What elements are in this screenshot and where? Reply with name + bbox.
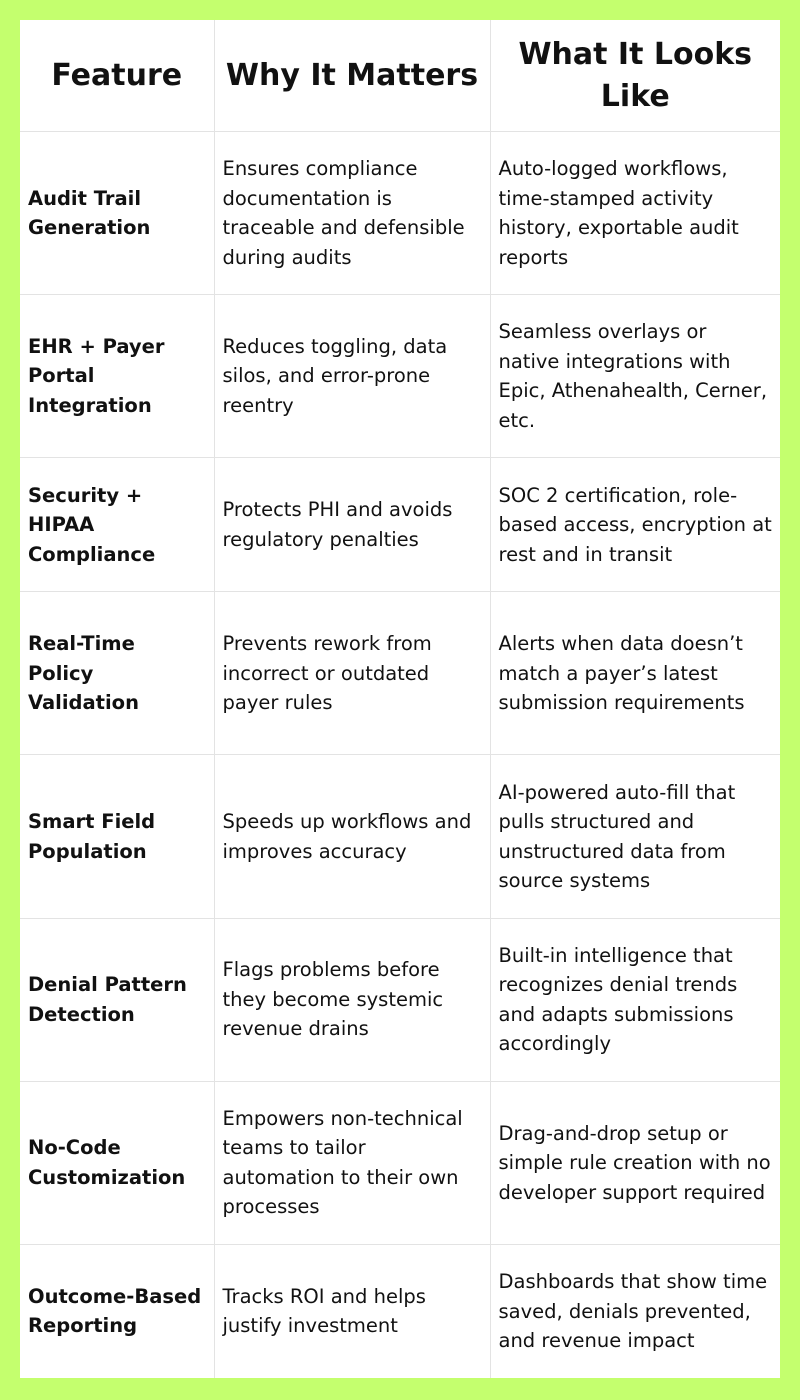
why-cell: Reduces toggling, data silos, and error-prone reentry (214, 295, 490, 458)
what-cell: Dashboards that show time saved, denials prevented, and revenue impact (490, 1244, 780, 1378)
why-cell: Flags problems before they become systemic revenue drains (214, 918, 490, 1081)
why-cell: Tracks ROI and helps justify investment (214, 1244, 490, 1378)
what-cell: Auto-logged workflows, time-stamped activity history, exportable audit reports (490, 132, 780, 295)
header-feature: Feature (20, 20, 214, 132)
table-row (20, 1244, 780, 1378)
what-cell: Alerts when data doesn’t match a payer’s latest submission requirements (490, 592, 780, 755)
feature-cell: Outcome-Based Reporting (20, 1244, 214, 1378)
feature-cell: No-Code Customization (20, 1081, 214, 1244)
header-why-it-matters: Why It Matters (214, 20, 490, 132)
what-cell: Seamless overlays or native integrations with Epic, Athenahealth, Cerner, etc. (490, 295, 780, 458)
feature-cell: Denial Pattern Detection (20, 918, 214, 1081)
why-cell: Prevents rework from incorrect or outdated payer rules (214, 592, 490, 755)
what-cell: AI-powered auto-fill that pulls structured and unstructured data from source systems (490, 755, 780, 918)
table-row (20, 458, 780, 592)
table-row (20, 132, 780, 295)
what-cell: SOC 2 certification, role-based access, encryption at rest and in transit (490, 458, 780, 592)
why-cell: Empowers non-technical teams to tailor automation to their own processes (214, 1081, 490, 1244)
what-cell: Drag-and-drop setup or simple rule creation with no developer support required (490, 1081, 780, 1244)
table-frame (20, 20, 780, 1378)
header-row (20, 20, 780, 132)
feature-cell: Security + HIPAA Compliance (20, 458, 214, 592)
table-row (20, 592, 780, 755)
why-cell: Protects PHI and avoids regulatory penalties (214, 458, 490, 592)
feature-cell: Audit Trail Generation (20, 132, 214, 295)
table-row (20, 918, 780, 1081)
feature-cell: EHR + Payer Portal Integration (20, 295, 214, 458)
feature-table (20, 20, 780, 1378)
feature-cell: Real-Time Policy Validation (20, 592, 214, 755)
header-what-it-looks-like: What It Looks Like (490, 20, 780, 132)
table-row (20, 295, 780, 458)
why-cell: Speeds up workflows and improves accuracy (214, 755, 490, 918)
table-row (20, 755, 780, 918)
feature-cell: Smart Field Population (20, 755, 214, 918)
table-row (20, 1081, 780, 1244)
what-cell: Built-in intelligence that recognizes denial trends and adapts submissions accordingly (490, 918, 780, 1081)
why-cell: Ensures compliance documentation is traceable and defensible during audits (214, 132, 490, 295)
